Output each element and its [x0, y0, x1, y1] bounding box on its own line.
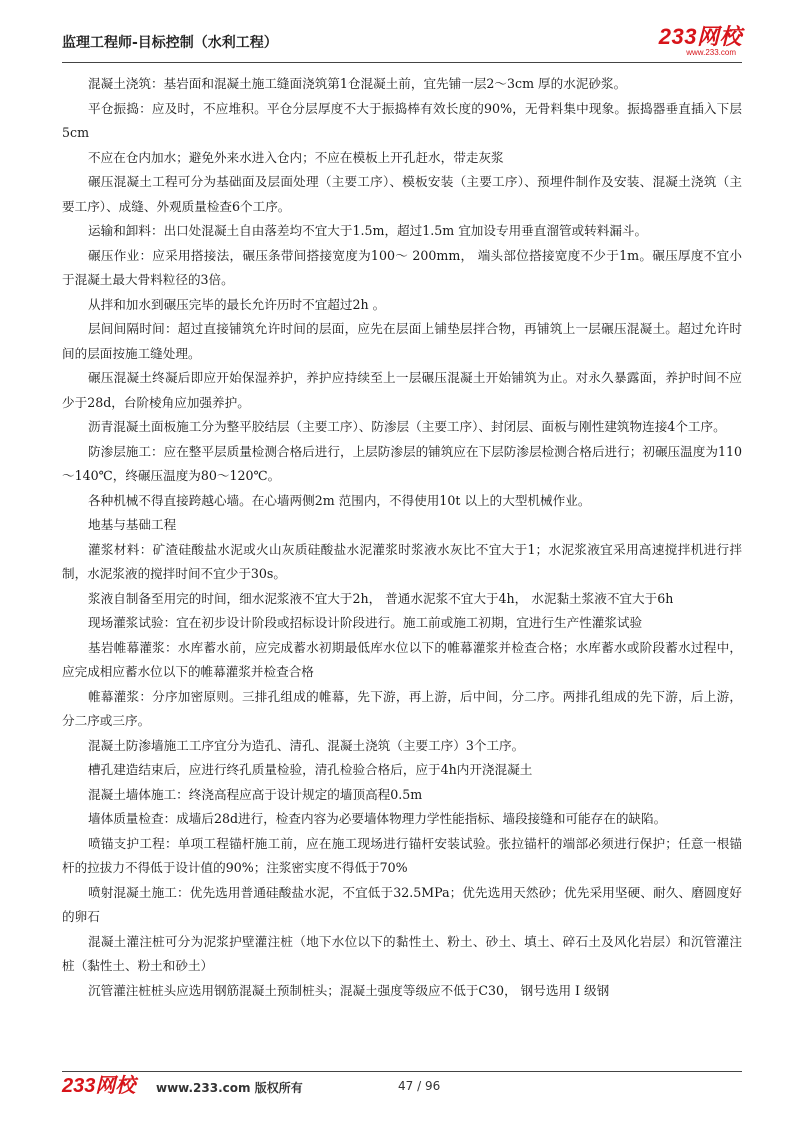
brand-logo-url: www.233.com — [686, 48, 736, 57]
paragraph: 现场灌浆试验：宜在初步设计阶段或招标设计阶段进行。施工前或施工初期，宜进行生产性灌浆试验 — [88, 615, 643, 630]
paragraph: 混凝土防渗墙施工工序宜分为造孔、清孔、混凝土浇筑（主要工序）3个工序。 — [88, 737, 525, 753]
footer-copyright: www.233.com 版权所有 — [156, 1081, 303, 1095]
paragraph: 不应在仓内加水；避免外来水进入仓内；不应在模板上开孔赶水，带走灰浆 — [88, 149, 504, 165]
paragraph: 层间间隔时间：超过直接铺筑允许时间的层面，应先在层面上铺垫层拌合物，再铺筑上一层碾压混凝土。超过允许时间的层面按施工缝处理。 — [62, 321, 742, 361]
paragraph: 防渗层施工：应在整平层质量检测合格后进行，上层防渗层的铺筑应在下层防渗层检测合格后进行；初碾压温度为110～140℃，终碾压温度为80～120℃。 — [62, 443, 742, 483]
paragraph: 槽孔建造结束后，应进行终孔质量检验，清孔检验合格后，应于4h内开浇混凝土 — [88, 762, 533, 777]
page-footer — [62, 1074, 742, 1100]
document-title: 监理工程师-目标控制（水利工程） — [62, 35, 278, 51]
paragraph: 墙体质量检查：成墙后28d进行，检查内容为必要墙体物理力学性能指标、墙段接缝和可能存在的缺陷。 — [88, 811, 667, 826]
footer-brand-logo: 233网校 — [62, 1075, 136, 1097]
paragraph: 混凝土浇筑：基岩面和混凝土施工缝面浇筑第1仓混凝土前，宜先铺一层2～3cm 厚的水泥砂浆。 — [88, 76, 627, 91]
page-header — [62, 26, 742, 60]
paragraph: 碾压混凝土终凝后即应开始保湿养护，养护应持续至上一层碾压混凝土开始铺筑为止。对永久暴露面，养护时间不应少于28d，台阶棱角应加强养护。 — [62, 370, 742, 410]
paragraph: 碾压混凝土工程可分为基础面及层面处理（主要工序）、模板安装（主要工序）、预埋件制作及安装、混凝土浇筑（主要工序）、成缝、外观质量检查6个工序。 — [62, 174, 742, 214]
paragraph: 各种机械不得直接跨越心墙。在心墙两侧2m 范围内，不得使用10t 以上的大型机械作业。 — [88, 492, 591, 508]
paragraph: 从拌和加水到碾压完毕的最长允许历时不宜超过2h 。 — [88, 296, 386, 312]
paragraph: 运输和卸料：出口处混凝土自由落差均不宜大于1.5m，超过1.5m 宜加设专用垂直溜管或转料漏斗。 — [88, 223, 648, 238]
brand-logo — [659, 26, 742, 57]
page-body — [62, 72, 742, 1003]
page-number: 47 / 96 — [398, 1079, 441, 1093]
footer-divider — [62, 1071, 742, 1072]
paragraph: 混凝土墙体施工：终浇高程应高于设计规定的墙顶高程0.5m — [88, 786, 423, 802]
brand-logo-text: 233网校 — [658, 24, 742, 49]
paragraph: 沥青混凝土面板施工分为整平胶结层（主要工序）、防渗层（主要工序）、封闭层、面板与刚性建筑物连接4个工序。 — [88, 419, 726, 434]
paragraph: 喷射混凝土施工：优先选用普通硅酸盐水泥，不宜低于32.5MPa；优先选用天然砂；优先采用坚硬、耐久、磨圆度好的卵石 — [62, 884, 742, 924]
section-heading: 地基与基础工程 — [88, 517, 177, 532]
paragraph: 灌浆材料：矿渣硅酸盐水泥或火山灰质硅酸盐水泥灌浆时浆液水灰比不宜大于1；水泥浆液宜采用高速搅拌机进行拌制，水泥浆液的搅拌时间不宜少于30s。 — [62, 541, 742, 581]
paragraph: 平仓振捣：应及时，不应堆积。平仓分层厚度不大于振捣棒有效长度的90%，无骨料集中现象。振捣器垂直插入下层5cm — [62, 100, 742, 140]
paragraph: 喷锚支护工程：单项工程锚杆施工前，应在施工现场进行锚杆安装试验。张拉锚杆的端部必须进行保护；任意一根锚杆的拉拔力不得低于设计值的90%；注浆密实度不得低于70% — [62, 835, 742, 875]
paragraph: 混凝土灌注桩可分为泥浆护壁灌注桩（地下水位以下的黏性土、粉土、砂土、填土、碎石土及风化岩层）和沉管灌注桩（黏性土、粉土和砂土） — [62, 933, 742, 973]
paragraph: 帷幕灌浆：分序加密原则。三排孔组成的帷幕，先下游，再上游，后中间，分二序。两排孔组成的先下游，后上游，分二序或三序。 — [62, 688, 742, 728]
paragraph: 碾压作业：应采用搭接法，碾压条带间搭接宽度为100～ 200mm， 端头部位搭接宽度不少于1m。碾压厚度不宜小于混凝土最大骨料粒径的3倍。 — [62, 247, 742, 287]
paragraph: 沉管灌注桩桩头应选用钢筋混凝土预制桩头；混凝土强度等级应不低于C30， 钢号选用 Ⅰ 级钢 — [88, 982, 610, 998]
paragraph: 基岩帷幕灌浆：水库蓄水前，应完成蓄水初期最低库水位以下的帷幕灌浆并检查合格；水库蓄水或阶段蓄水过程中，应完成相应蓄水位以下的帷幕灌浆并检查合格 — [62, 639, 742, 679]
paragraph: 浆液自制备至用完的时间，细水泥浆液不宜大于2h， 普通水泥浆不宜大于4h， 水泥黏土浆液不宜大于6h — [88, 590, 674, 606]
header-divider — [62, 62, 742, 63]
